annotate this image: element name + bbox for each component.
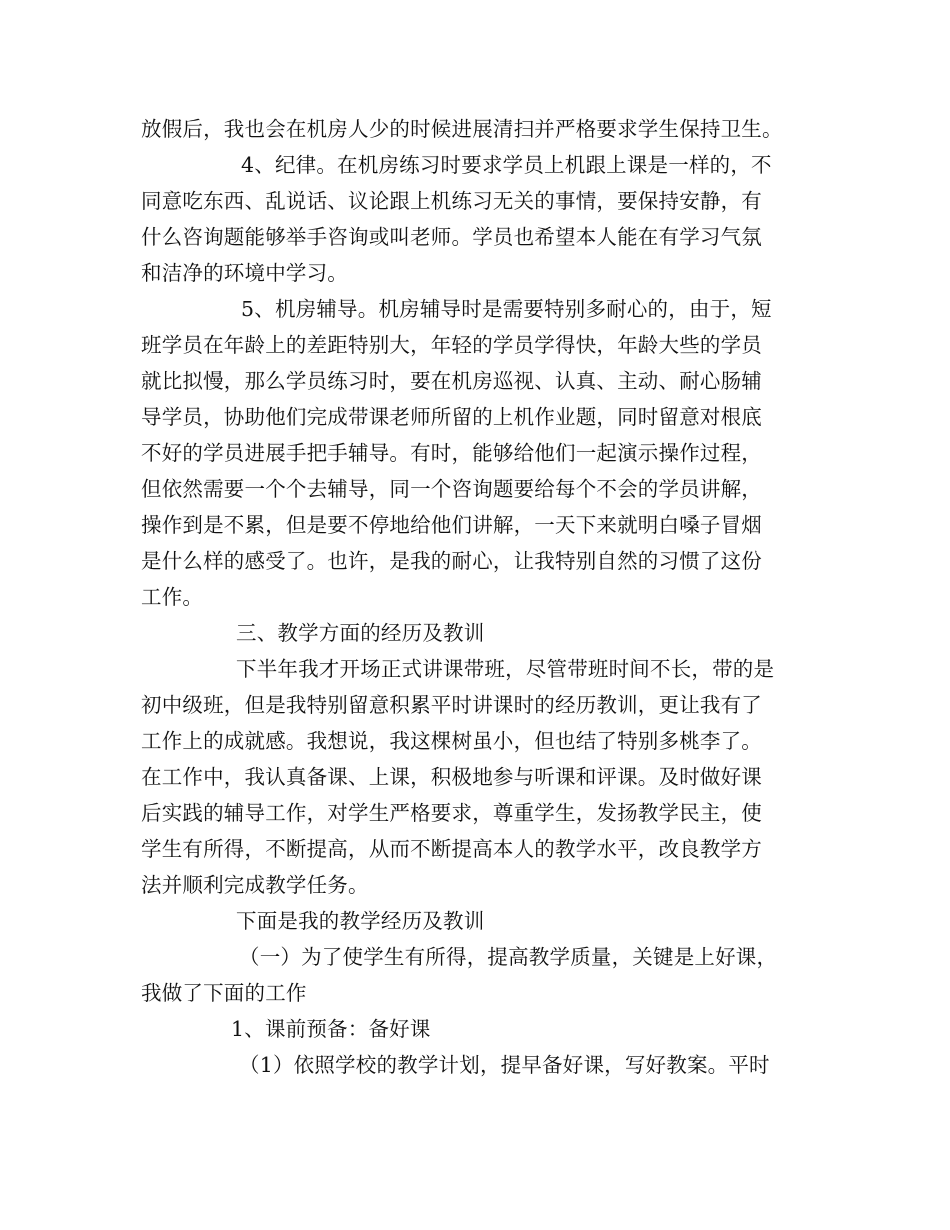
text-line: 学生有所得，不断提高，从而不断提高本人的教学水平，改良教学方 (141, 837, 762, 861)
text-line: 是什么样的感受了。也许，是我的耐心，让我特别自然的习惯了这份 (141, 549, 762, 573)
text-line: 什么咨询题能够举手咨询或叫老师。学员也希望本人能在有学习气氛 (141, 225, 762, 249)
text-line: 4、纪律。在机房练习时要求学员上机跟上课是一样的，不 (241, 153, 772, 177)
text-line: 不好的学员进展手把手辅导。有时，能够给他们一起演示操作过程， (141, 441, 762, 465)
text-line: 后实践的辅导工作，对学生严格要求，尊重学生，发扬教学民主，使 (141, 801, 762, 825)
text-line: 我做了下面的工作 (141, 981, 307, 1005)
text-line: 5、机房辅导。机房辅导时是需要特别多耐心的，由于，短 (241, 297, 772, 321)
text-line: （1）依照学校的教学计划，提早备好课，写好教案。平时 (239, 1053, 770, 1077)
text-line: 工作。 (141, 585, 204, 609)
text-line: 法并顺利完成教学任务。 (141, 873, 369, 897)
text-line: 但依然需要一个个去辅导，同一个咨询题要给每个不会的学员讲解， (141, 477, 762, 501)
text-line: 就比拟慢，那么学员练习时，要在机房巡视、认真、主动、耐心肠辅 (141, 369, 762, 393)
text-line: 初中级班，但是我特别留意积累平时讲课时的经历教训，更让我有了 (141, 693, 762, 717)
text-line: 导学员，协助他们完成带课老师所留的上机作业题，同时留意对根底 (141, 405, 762, 429)
text-line: 下半年我才开场正式讲课带班，尽管带班时间不长，带的是 (236, 657, 775, 681)
text-line: 操作到是不累，但是要不停地给他们讲解，一天下来就明白嗓子冒烟 (141, 513, 762, 537)
text-line: 工作上的成就感。我想说，我这棵树虽小，但也结了特别多桃李了。 (141, 729, 762, 753)
text-line: 和洁净的环境中学习。 (141, 261, 348, 285)
text-line: 1、课前预备：备好课 (231, 1017, 431, 1041)
text-line: 同意吃东西、乱说话、议论跟上机练习无关的事情，要保持安静，有 (141, 189, 762, 213)
text-line: 放假后，我也会在机房人少的时候进展清扫并严格要求学生保持卫生。 (141, 117, 783, 141)
text-line: 班学员在年龄上的差距特别大，年轻的学员学得快，年龄大些的学员 (141, 333, 762, 357)
text-line: （一）为了使学生有所得，提高教学质量，关键是上好课， (239, 945, 778, 969)
text-line: 下面是我的教学经历及教训 (236, 909, 485, 933)
text-line: 在工作中，我认真备课、上课，积极地参与听课和评课。及时做好课 (141, 765, 762, 789)
section-heading: 三、教学方面的经历及教训 (236, 621, 485, 645)
